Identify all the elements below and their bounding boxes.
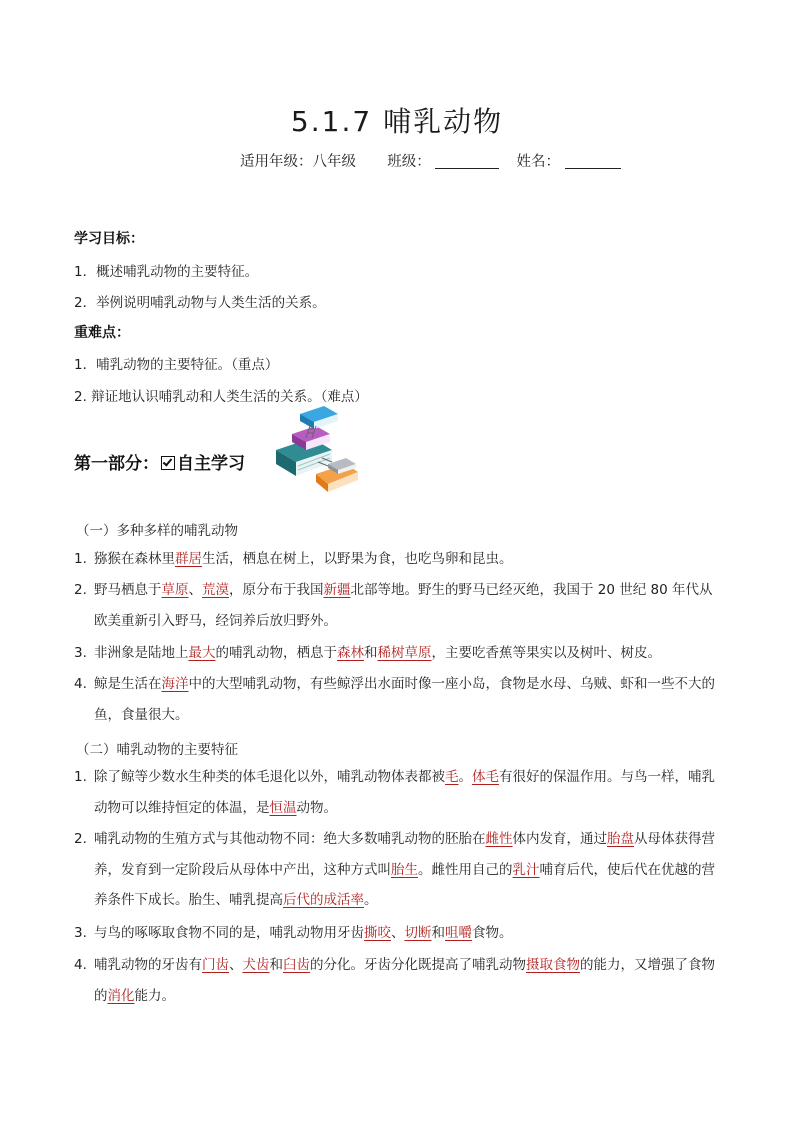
answer-fill: 门齿: [202, 957, 229, 973]
keypoint-item: 2. 辩证地认识哺乳动和人类生活的关系。（难点）: [74, 389, 368, 405]
text-segment: 除了鲸等少数水生种类的体毛退化以外，哺乳动物体表都被: [94, 769, 445, 785]
part1-prefix: 第一部分：: [74, 454, 159, 474]
text-segment: 、: [391, 925, 405, 941]
list-item: [74, 918, 724, 949]
list-item: [74, 950, 724, 1011]
list-item: [74, 544, 724, 575]
answer-fill: 撕咬: [364, 925, 391, 941]
class-label: 班级：: [387, 154, 431, 170]
text-segment: 有很好的保温作用。与鸟一样，哺乳动物可以维持恒定的体温，是: [94, 769, 715, 816]
section1-heading: （一）多种多样的哺乳动物: [76, 523, 238, 539]
name-blank[interactable]: [565, 154, 621, 169]
answer-fill: 最大: [188, 645, 216, 661]
answer-fill: 咀嚼: [445, 925, 472, 941]
text-segment: 从母体获得营养，发育到一定阶段后从母体中产出，这种方式叫: [94, 831, 715, 878]
list-item: [74, 575, 724, 636]
item-text: [94, 638, 724, 669]
list-item: [74, 762, 724, 823]
text-segment: 哺乳动物的牙齿有: [94, 957, 202, 973]
text-segment: 北部等地。野生的野马已经灭绝，我国于 20 世纪 80 年代从欧美重新引入野马，经饲养后放归野外。: [94, 582, 713, 629]
answer-fill: 消化: [107, 987, 135, 1004]
answer-fill: 森林: [337, 645, 364, 661]
part1-title: [74, 449, 245, 474]
text-segment: 哺乳动物的生殖方式与其他动物不同：绝大多数哺乳动物的胚胎在: [94, 831, 486, 847]
text-segment: 非洲象是陆地上: [94, 645, 189, 661]
item-number: 3.: [74, 925, 87, 941]
text-segment: 、: [188, 582, 202, 598]
answer-fill: 毛: [445, 769, 459, 785]
section2-heading: （二）哺乳动物的主要特征: [76, 742, 238, 758]
keypoints-heading: 重难点：: [74, 325, 130, 341]
text-segment: 和: [364, 645, 378, 661]
item-text: [94, 950, 724, 1011]
text-segment: 生活，栖息在树上，以野果为食，也吃鸟卵和昆虫。: [202, 551, 513, 567]
text-segment: 食物。: [472, 925, 513, 941]
text-segment: 、: [229, 957, 243, 973]
text-segment: 。: [458, 769, 472, 785]
text-segment: 的能力，又增强了食物的: [94, 957, 715, 1004]
text-segment: 哺育后代，使后代在优越的营养条件下成长。胎生、哺乳提高: [94, 861, 715, 908]
item-text: [94, 669, 724, 730]
text-segment: 能力。: [134, 987, 175, 1004]
objectives-heading: 学习目标：: [74, 231, 144, 247]
text-segment: 和: [269, 957, 283, 973]
class-blank[interactable]: [435, 154, 499, 169]
answer-fill: 乳汁: [512, 861, 540, 878]
name-label: 姓名：: [516, 154, 561, 170]
text-segment: 猕猴在森林里: [94, 551, 175, 567]
answer-fill: 恒温: [269, 799, 297, 816]
objective-item: 1．概述哺乳动物的主要特征。: [74, 264, 259, 280]
text-segment: 。: [364, 892, 378, 908]
list-item: [74, 638, 724, 669]
objective-item: 2．举例说明哺乳动物与人类生活的关系。: [74, 295, 326, 311]
text-segment: 和: [431, 925, 445, 941]
item-text: [94, 918, 724, 949]
book-blue: [300, 406, 338, 429]
text-segment: 。雌性用自己的: [418, 861, 513, 878]
item-number: 1.: [74, 551, 87, 567]
answer-fill: 草原: [161, 582, 189, 598]
item-number: 1.: [74, 769, 87, 785]
item-number: 3.: [74, 645, 87, 661]
text-segment: 动物。: [296, 799, 337, 816]
item-text: [94, 575, 724, 636]
text-segment: 野马栖息于: [94, 582, 162, 598]
text-segment: 的哺乳动物，栖息于: [215, 645, 337, 661]
item-number: 2.: [74, 831, 87, 847]
grade-label: 适用年级：八年级: [240, 154, 356, 170]
text-segment: ，原分布于我国: [229, 582, 324, 598]
answer-fill: 胎盘: [607, 831, 634, 847]
answer-fill: 新疆: [323, 582, 351, 598]
answer-fill: 胎生: [391, 861, 418, 878]
page-title: 5.1.7 哺乳动物: [290, 105, 504, 138]
answer-fill: 体毛: [472, 769, 499, 785]
text-segment: 鲸是生活在: [94, 676, 162, 692]
text-segment: 中的大型哺乳动物，有些鲸浮出水面时像一座小岛，食物是水母、乌贼、虾和一些不大的鱼，食量很大。: [94, 676, 715, 723]
answer-fill: 海洋: [161, 676, 189, 692]
keypoint-item: 1．哺乳动物的主要特征。（重点）: [74, 357, 279, 373]
answer-fill: 雌性: [485, 831, 513, 847]
checkbox-icon: [161, 456, 175, 470]
list-item: [74, 824, 724, 916]
item-text: [94, 762, 724, 823]
text-segment: 体内发育，通过: [512, 831, 607, 847]
text-segment: 的分化。牙齿分化既提高了哺乳动物: [310, 957, 526, 973]
text-segment: ，主要吃香蕉等果实以及树叶、树皮。: [431, 645, 661, 661]
answer-fill: 摄取食物: [526, 957, 580, 973]
list-item: [74, 669, 724, 730]
item-number: 4.: [74, 676, 87, 692]
item-text: [94, 824, 724, 916]
answer-fill: 稀树草原: [377, 645, 432, 661]
item-text: [94, 544, 724, 575]
part1-name: 自主学习: [177, 454, 245, 474]
answer-fill: 犬齿: [242, 957, 270, 973]
books-stack-icon: [270, 404, 360, 496]
answer-fill: 荒漠: [202, 582, 229, 598]
text-segment: 与鸟的啄啄取食物不同的是，哺乳动物用牙齿: [94, 925, 364, 941]
item-number: 2.: [74, 582, 87, 598]
answer-fill: 后代的成活率: [283, 892, 364, 908]
answer-fill: 臼齿: [283, 957, 310, 973]
answer-fill: 切断: [404, 925, 432, 941]
answer-fill: 群居: [175, 551, 202, 567]
header-info: [240, 150, 621, 171]
item-number: 4.: [74, 957, 87, 973]
